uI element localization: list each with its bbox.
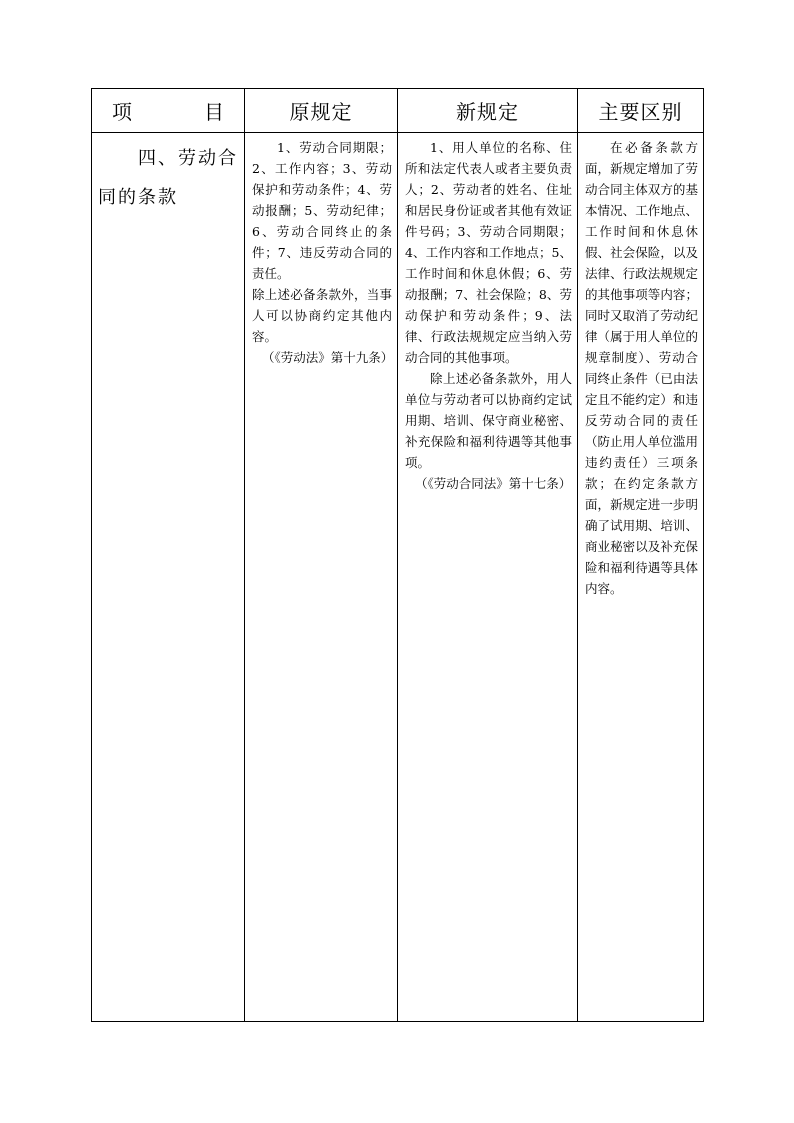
header-old-rule: 原规定 <box>245 89 398 133</box>
old-rule-citation: （《劳动法》第十九条） <box>262 350 394 365</box>
header-item: 项 目 <box>92 89 245 133</box>
item-title-line2: 同的条款 <box>98 187 178 208</box>
new-rule-clauses: 1、用人单位的名称、住所和法定代表人或者主要负责人；2、劳动者的姓名、住址和居民身份证或者其他有效证件号码；3、劳动合同期限；4、工作内容和工作地点；5、工作时间和休息休假；6、劳动报酬；7、社会保险；8、劳动保护和劳动条件；9、法律、行政法规规定应当纳入劳动合同的其他事项。 <box>405 140 572 365</box>
difference-cell <box>578 133 704 1022</box>
table-row <box>92 133 704 1022</box>
table-header-row <box>92 89 704 133</box>
item-cell <box>92 133 245 1022</box>
difference-text: 在必备条款方面，新规定增加了劳动合同主体双方的基本情况、工作地点、工作时间和休息休假、社会保险，以及法律、行政法规规定的其他事项等内容；同时又取消了劳动纪律（属于用人单位的规章制度）、劳动合同终止条件（已由法定且不能约定）和违反劳动合同的责任（防止用人单位滥用违约责任）三项条款；在约定条款方面，新规定进一步明确了试用期、培训、商业秘密以及补充保险和福利待遇等具体内容。 <box>585 140 698 596</box>
comparison-table <box>91 88 704 1022</box>
new-rule-cell <box>398 133 578 1022</box>
old-rule-extra: 除上述必备条款外，当事人可以协商约定其他内容。 <box>252 287 392 344</box>
header-new-rule: 新规定 <box>398 89 578 133</box>
header-main-difference: 主要区别 <box>578 89 704 133</box>
item-title-line1: 四、劳动合 <box>138 148 238 169</box>
new-rule-citation: （《劳动合同法》第十七条） <box>415 476 572 491</box>
old-rule-cell <box>245 133 398 1022</box>
old-rule-clauses: 1、劳动合同期限；2、工作内容；3、劳动保护和劳动条件；4、劳动报酬；5、劳动纪律；6、劳动合同终止的条件；7、违反劳动合同的责任。 <box>252 140 392 281</box>
new-rule-extra: 除上述必备条款外，用人单位与劳动者可以协商约定试用期、培训、保守商业秘密、补充保险和福利待遇等其他事项。 <box>405 371 572 470</box>
